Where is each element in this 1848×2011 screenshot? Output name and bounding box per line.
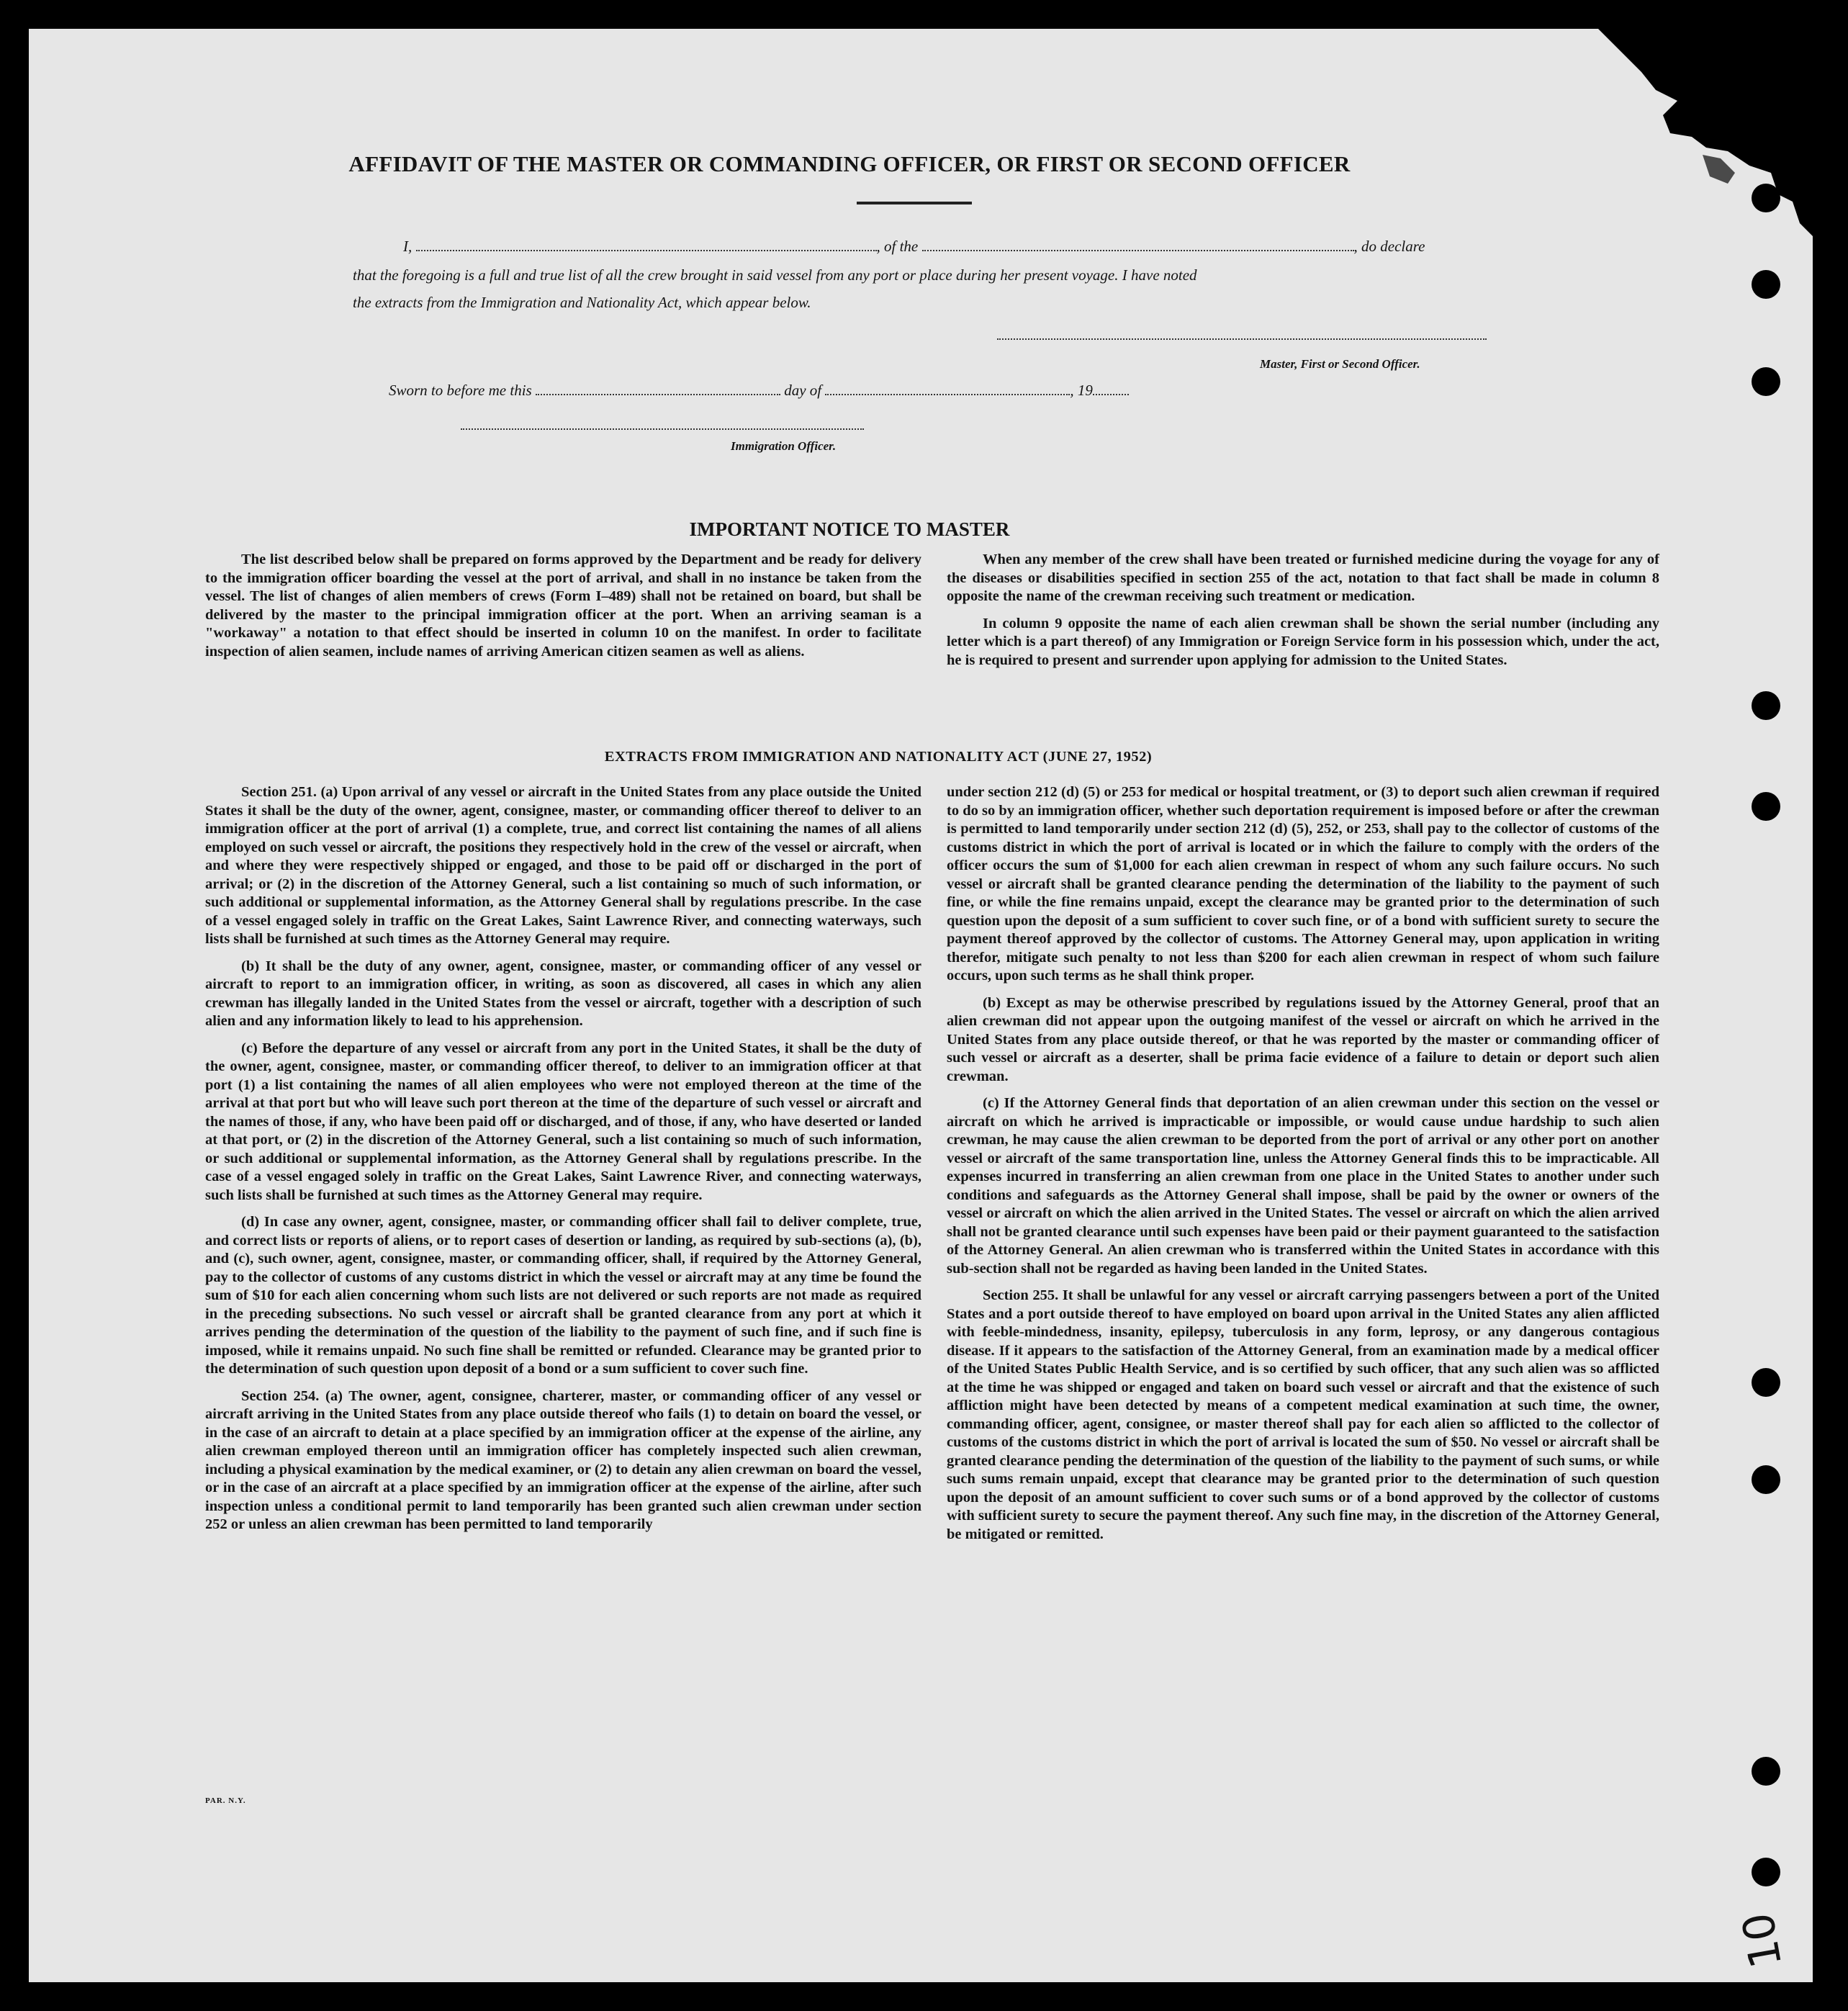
officer-signature-line[interactable] [461,428,864,430]
punch-hole [1752,1858,1780,1886]
punch-hole [1752,367,1780,396]
notice-left-column [205,551,921,670]
title-rule [857,202,972,204]
affidavit-i: I, [403,238,413,255]
punch-hole [1752,270,1780,299]
punch-hole [1752,691,1780,720]
name-field[interactable] [416,250,877,251]
punch-hole [1752,1368,1780,1397]
handwritten-page-number: 10 [1733,1909,1793,1972]
printer-mark: PAR. N.Y. [205,1796,246,1805]
extract-paragraph: Section 254. (a) The owner, agent, consignee, charterer, master, or commanding officer of any vessel or aircraft arriving in the United States from any place outside thereof who fails (1) to detain on board the vessel, or in the case of an aircraft to detain at a place specified by an immigration officer at the expense of the airline, any alien crewman employed thereon until an immigration officer has completely inspected such alien crewman, including a physical examination by the medical examiner, or (2) to detain any alien crewman on board the vessel, or in the case of an aircraft at a place specified by an immigration officer at the expense of the airline, after such inspection unless a conditional permit to land temporarily has been granted such alien crewman under section 252 or unless an alien crewman has been permitted to land temporarily [205,1387,921,1532]
sworn-month-field[interactable] [825,394,1070,395]
affidavit-title: AFFIDAVIT OF THE MASTER OR COMMANDING OFFICER, OR FIRST OR SECOND OFFICER [348,151,1351,176]
notice-right-column [947,551,1659,678]
scanned-page [29,29,1813,1982]
punch-hole [1752,1757,1780,1786]
day-of-label: day of [784,382,822,399]
notice-right-paragraph-1: When any member of the crew shall have been treated or furnished medicine during the voyage for any of the diseases or disabilities specified in section 255 of the act, notation to that fact shall be made in column 8 opposite the name of the crewman receiving such treatment or medication. [947,552,1659,604]
extract-paragraph: (c) Before the departure of any vessel or aircraft from any port in the United States, it shall be the duty of the owner, agent, consignee, master, or commanding officer thereof, to deliver to an immigration officer at that port (1) a list containing the names of all alien employees who were not employed thereon at the time of the arrival at that port but who will leave such port thereon at the time of the departure of such vessel or aircraft and the names of those, if any, who have been paid off or discharged, and of those, if any, who have deserted or landed at that port, or (2) in the discretion of the Attorney General, such a list containing so much of such information, or such additional or supplemental information, as the Attorney General shall by regulations prescribe. In the case of a vessel engaged solely in traffic on the Great Lakes, Saint Lawrence River, and connecting waterways, such lists shall be furnished at such times as the Attorney General may require. [205,1040,921,1203]
extracts-left-column [205,783,921,1543]
affidavit-line-2: that the foregoing is a full and true list of all the crew brought in said vessel from any port or place during her present voyage. I have noted [353,266,1197,284]
affidavit-of-the: , of the [876,238,919,255]
extract-paragraph: (d) In case any owner, agent, consignee, master, or commanding officer shall fail to deliver complete, true, and correct lists or reports of aliens, or to report cases of desertion or landing, as required by sub-sections (a), (b), and (c), such owner, agent, consignee, master, or commanding officer, shall, if required by the Attorney General, pay to the collector of customs of any customs district in which the vessel or aircraft may at any time be found the sum of $10 for each alien concerning whom such lists are not delivered or such reports are not made as required in the preceding subsections. No such vessel or aircraft shall be granted clearance from any port at which it arrives pending the determination of the question of the liability to the payment of such fine, and if such fine is imposed, while it remains unpaid. No such fine shall be remitted or refunded. Clearance may be granted prior to the determination of such question upon deposit of a bond or a sum sufficient to cover such fine. [205,1214,921,1377]
extract-paragraph: (b) It shall be the duty of any owner, agent, consignee, master, or commanding officer of any vessel or aircraft to report to an immigration officer, in writing, as soon as discovered, all cases in which any alien crewman has illegally landed in the United States from the vessel or aircraft, together with a description of such alien and any information likely to lead to his apprehension. [205,958,921,1029]
punch-hole [1752,1465,1780,1494]
notice-left-paragraph: The list described below shall be prepared on forms approved by the Department and be ready for delivery to the immigration officer boarding the vessel at the port of arrival, and shall in no instance be taken from the vessel. The list of changes of alien members of crews (Form I–489) shall not be retained on board, but shall be delivered by the master to the principal immigration officer at the port. When an arriving seaman is a "workaway" a notation to that effect should be inserted in column 10 on the manifest. In order to facilitate inspection of alien seamen, include names of arriving American citizen seamen as well as aliens. [205,552,921,660]
year-label: , 19 [1070,382,1093,399]
extracts-title: EXTRACTS FROM IMMIGRATION AND NATIONALITY ACT (JUNE 27, 1952) [604,749,1153,765]
punch-hole [1752,184,1780,212]
extract-paragraph: under section 212 (d) (5) or 253 for medical or hospital treatment, or (3) to deport such alien crewman if required to do so by an immigration officer, whether such deportation requirement is imposed before or after the crewman is permitted to land temporarily under section 212 (d) (5), 252, or 253, shall pay to the collector of customs of the customs district in which the port of arrival is located or in which the failure to comply with the orders of the officer occurs the sum of $1,000 for each alien crewman in respect of whom any such failure occurs. No such vessel or aircraft shall be granted clearance pending the determination of the liability to the payment of such fine, or while the fine remains unpaid, except the clearance may be granted prior to the determination of such question upon the deposit of a sum sufficient to cover such fine, or of a bond with sufficient surety to secure the payment thereof approved by the collector of customs. The Attorney General may, upon application in writing therefor, mitigate such penalty to not less than $200 for each alien crewman in respect of whom such failure occurs, upon such terms as he shall think proper. [947,784,1659,984]
sworn-label: Sworn to before me this [389,382,532,399]
sworn-line [389,382,1253,400]
punch-hole [1752,792,1780,821]
extracts-right-column [947,783,1659,1552]
extract-paragraph: (c) If the Attorney General finds that deportation of an alien crewman under this section on the vessel or aircraft on which he arrived is impracticable or impossible, or would cause undue hardship to such alien crewman, he may cause the alien crewman to be deported from the port of arrival or any other port on another vessel or aircraft of the same transportation line, unless the Attorney General finds this to be impracticable. All expenses incurred in transferring an alien crewman from one place in the United States to another under such conditions and safeguards as the Attorney General shall impose, shall be paid by the owner or owners of the vessel or aircraft on which the alien arrived in the United States. The vessel or aircraft on which the alien arrived shall not be granted clearance until such expenses have been paid or their payment guaranteed to the satisfaction of the Attorney General. An alien crewman who is transferred within the United States in accordance with this sub-section shall not be regarded as having been landed in the United States. [947,1095,1659,1277]
sworn-year-field[interactable] [1093,394,1129,395]
notice-title: IMPORTANT NOTICE TO MASTER [689,518,1010,540]
officer-signature-caption: Immigration Officer. [731,439,837,453]
affidavit-line-1 [403,238,1512,256]
master-signature-line[interactable] [997,338,1487,340]
master-signature-caption: Master, First or Second Officer. [1260,357,1420,371]
extract-paragraph: Section 255. It shall be unlawful for any vessel or aircraft carrying passengers between a port of the United States and a port outside thereof to have employed on board upon arrival in the United States any alien afflicted with feeble-mindedness, insanity, epilepsy, tuberculosis in any form, leprosy, or any dangerous contagious disease. If it appears to the satisfaction of the Attorney General, from an examination made by a medical officer of the United States Public Health Service, and is so certified by such officer, that any such alien was so afflicted at the time he was shipped or engaged and taken on board such vessel or aircraft and that the existence of such affliction might have been detected by means of a competent medical examination at such time, the owner, commanding officer, agent, consignee, or master thereof shall pay for each alien so afflicted to the collector of customs of the customs district in which the port of arrival is located the sum of $50. No vessel or aircraft shall be granted clearance pending the determination of the question of the liability to the payment of such sums, or while such sums remain unpaid, except that clearance may be granted prior to the determination of such question upon the deposit of an amount sufficient to cover such sums or of a bond approved by the collector of customs with sufficient surety to secure the payment thereof. Any such fine may, in the discretion of the Attorney General, be mitigated or remitted. [947,1287,1659,1542]
affidavit-line-3: the extracts from the Immigration and Nationality Act, which appear below. [353,294,811,311]
notice-right-paragraph-2: In column 9 opposite the name of each alien crewman shall be shown the serial number (including any letter which is a part thereof) of any Immigration or Foreign Service form in his possession which, under the act, he is required to present and surrender upon applying for admission to the United States. [947,615,1659,668]
torn-corner [1555,29,1829,245]
affidavit-declare: , do declare [1353,238,1425,255]
sworn-day-field[interactable] [536,394,780,395]
vessel-field[interactable] [922,250,1354,251]
extract-paragraph: Section 251. (a) Upon arrival of any vessel or aircraft in the United States from any place outside the United States it shall be the duty of the owner, agent, consignee, master, or commanding officer thereof to deliver to an immigration officer at the port of arrival (1) a complete, true, and correct list containing the names of all aliens employed on such vessel or aircraft, the positions they respectively hold in the crew of the vessel or aircraft, when and where they were respectively shipped or engaged, and those to be paid off or discharged in the port of arrival; or (2) in the discretion of the Attorney General, such a list containing so much of such information, or such additional or supplemental information, as the Attorney General shall by regulations prescribe. In the case of a vessel engaged solely in traffic on the Great Lakes, Saint Lawrence River, and connecting waterways, such lists shall be furnished at such times as the Attorney General may require. [205,784,921,947]
extract-paragraph: (b) Except as may be otherwise prescribed by regulations issued by the Attorney General, proof that an alien crewman did not appear upon the outgoing manifest of the vessel or aircraft on which he arrived in the United States from any place outside thereof, or that he was reported by the master or commanding officer of such vessel or aircraft as a deserter, shall be prima facie evidence of a failure to detain or deport such alien crewman. [947,994,1659,1084]
